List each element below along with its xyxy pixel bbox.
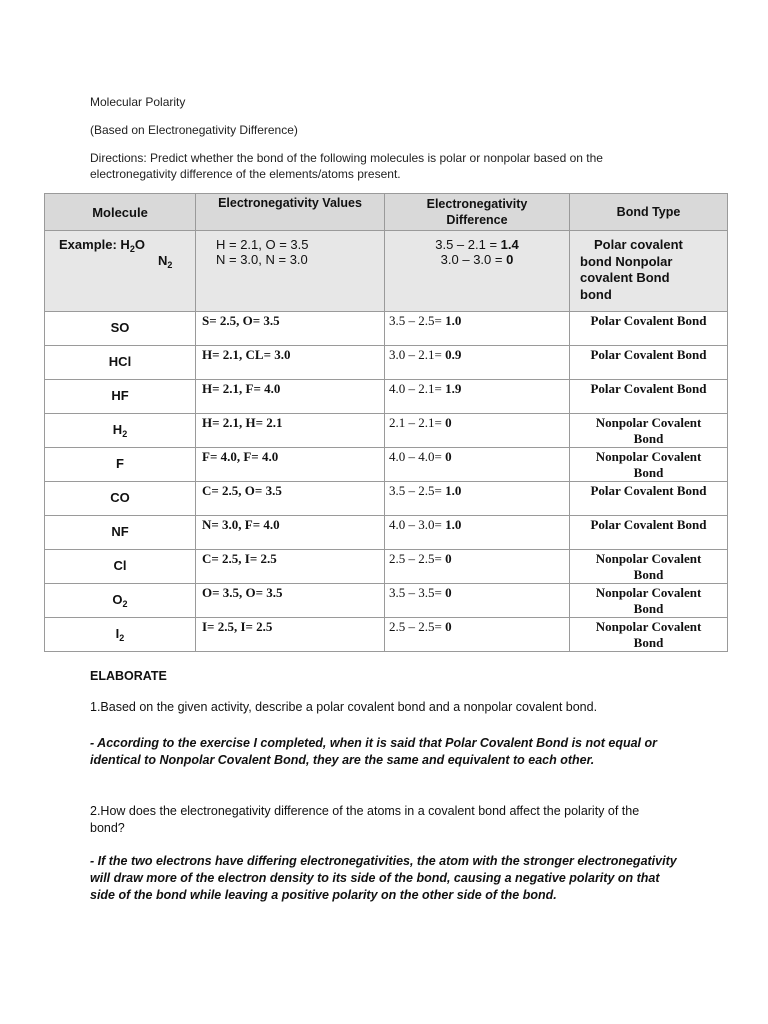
table-row xyxy=(45,584,728,618)
header-difference-line1: Electronegativity xyxy=(426,197,528,211)
difference-cell: 3.0 – 2.1= 0.9 xyxy=(385,346,570,380)
difference-cell: 2.1 – 2.1= 0 xyxy=(385,414,570,448)
answer-1: - According to the exercise I completed, when it is said that Polar Covalent Bond is not equal or identical to Nonpolar Covalent Bond, they are the same and equivalent to each other. xyxy=(90,736,657,767)
page-subtitle: (Based on Electronegativity Difference) xyxy=(90,123,298,137)
table-row xyxy=(45,448,728,482)
header-difference xyxy=(385,194,570,231)
table-row xyxy=(45,516,728,550)
molecule-cell: SO xyxy=(45,312,196,346)
page-title: Molecular Polarity xyxy=(90,95,186,109)
polarity-table xyxy=(44,193,728,652)
difference-cell: 4.0 – 2.1= 1.9 xyxy=(385,380,570,414)
values-cell: C= 2.5, I= 2.5 xyxy=(196,550,385,584)
molecule-cell: NF xyxy=(45,516,196,550)
molecule-cell: HF xyxy=(45,380,196,414)
bond-type-cell: Nonpolar Covalent Bond xyxy=(570,414,728,448)
values-cell: F= 4.0, F= 4.0 xyxy=(196,448,385,482)
bond-type-cell: Nonpolar Covalent Bond xyxy=(570,584,728,618)
table-row xyxy=(45,380,728,414)
values-cell: H= 2.1, H= 2.1 xyxy=(196,414,385,448)
question-1: 1.Based on the given activity, describe a polar covalent bond and a nonpolar covalent bond. xyxy=(90,700,598,714)
table-row xyxy=(45,312,728,346)
molecule-cell: $H_2$ xyxy=(45,414,196,448)
difference-cell: 3.5 – 2.5= 1.0 xyxy=(385,482,570,516)
values-cell: I= 2.5, I= 2.5 xyxy=(196,618,385,652)
example-second-molecule: $N_2$ xyxy=(158,253,173,270)
table-row xyxy=(45,618,728,652)
values-cell: C= 2.5, O= 3.5 xyxy=(196,482,385,516)
question-2: 2.How does the electronegativity difference of the atoms in a covalent bond affect the polarity of the bond? xyxy=(90,804,640,835)
table-row xyxy=(45,550,728,584)
molecule-cell: $I_2$ xyxy=(45,618,196,652)
elaborate-heading: ELABORATE xyxy=(90,669,167,683)
difference-cell: 2.5 – 2.5= 0 xyxy=(385,550,570,584)
answer-2: - If the two electrons have differing electronegativities, the atom with the stronger electronegativity will draw more of the electron density to its side of the bond, causing a negative polarity on that side of the bond while leaving a positive polarity on the other side of the bond. xyxy=(90,854,677,902)
values-cell: H= 2.1, F= 4.0 xyxy=(196,380,385,414)
table-body xyxy=(45,312,728,652)
table-row xyxy=(45,482,728,516)
example-values: H = 2.1, O = 3.5 N = 3.0, N = 3.0 xyxy=(196,231,385,312)
table-row xyxy=(45,414,728,448)
header-difference-line2: Difference xyxy=(446,213,508,227)
header-values: Electronegativity Values xyxy=(196,194,385,231)
table-header-row xyxy=(45,194,728,231)
values-cell: S= 2.5, O= 3.5 xyxy=(196,312,385,346)
bond-type-cell: Polar Covalent Bond xyxy=(570,346,728,380)
values-cell: H= 2.1, CL= 3.0 xyxy=(196,346,385,380)
header-molecule: Molecule xyxy=(45,194,196,231)
molecule-cell: $O_2$ xyxy=(45,584,196,618)
values-cell: N= 3.0, F= 4.0 xyxy=(196,516,385,550)
molecule-cell: HCl xyxy=(45,346,196,380)
difference-cell: 4.0 – 4.0= 0 xyxy=(385,448,570,482)
bond-type-cell: Nonpolar Covalent Bond xyxy=(570,550,728,584)
table-row xyxy=(45,346,728,380)
example-difference: 3.5 – 2.1 = 1.4 3.0 – 3.0 = 0 xyxy=(385,231,570,312)
molecule-cell: Cl xyxy=(45,550,196,584)
bond-type-cell: Nonpolar Covalent Bond xyxy=(570,448,728,482)
bond-type-cell: Polar Covalent Bond xyxy=(570,312,728,346)
difference-cell: 2.5 – 2.5= 0 xyxy=(385,618,570,652)
molecule-cell: F xyxy=(45,448,196,482)
directions-text: Directions: Predict whether the bond of the following molecules is polar or nonpolar based on the electronegativity difference of the elements/atoms present. xyxy=(90,151,603,181)
bond-type-cell: Polar Covalent Bond xyxy=(570,516,728,550)
bond-type-cell: Polar Covalent Bond xyxy=(570,380,728,414)
difference-cell: 4.0 – 3.0= 1.0 xyxy=(385,516,570,550)
molecule-cell: CO xyxy=(45,482,196,516)
difference-cell: 3.5 – 3.5= 0 xyxy=(385,584,570,618)
header-bond-type: Bond Type xyxy=(570,194,728,231)
bond-type-cell: Polar Covalent Bond xyxy=(570,482,728,516)
example-row xyxy=(45,231,728,312)
example-bond-type: Polar covalent bond Nonpolar covalent Bond bond xyxy=(570,231,728,312)
example-molecule xyxy=(45,231,196,312)
bond-type-cell: Nonpolar Covalent Bond xyxy=(570,618,728,652)
example-label: Example: $H_2O$ xyxy=(59,237,145,254)
values-cell: O= 3.5, O= 3.5 xyxy=(196,584,385,618)
difference-cell: 3.5 – 2.5= 1.0 xyxy=(385,312,570,346)
